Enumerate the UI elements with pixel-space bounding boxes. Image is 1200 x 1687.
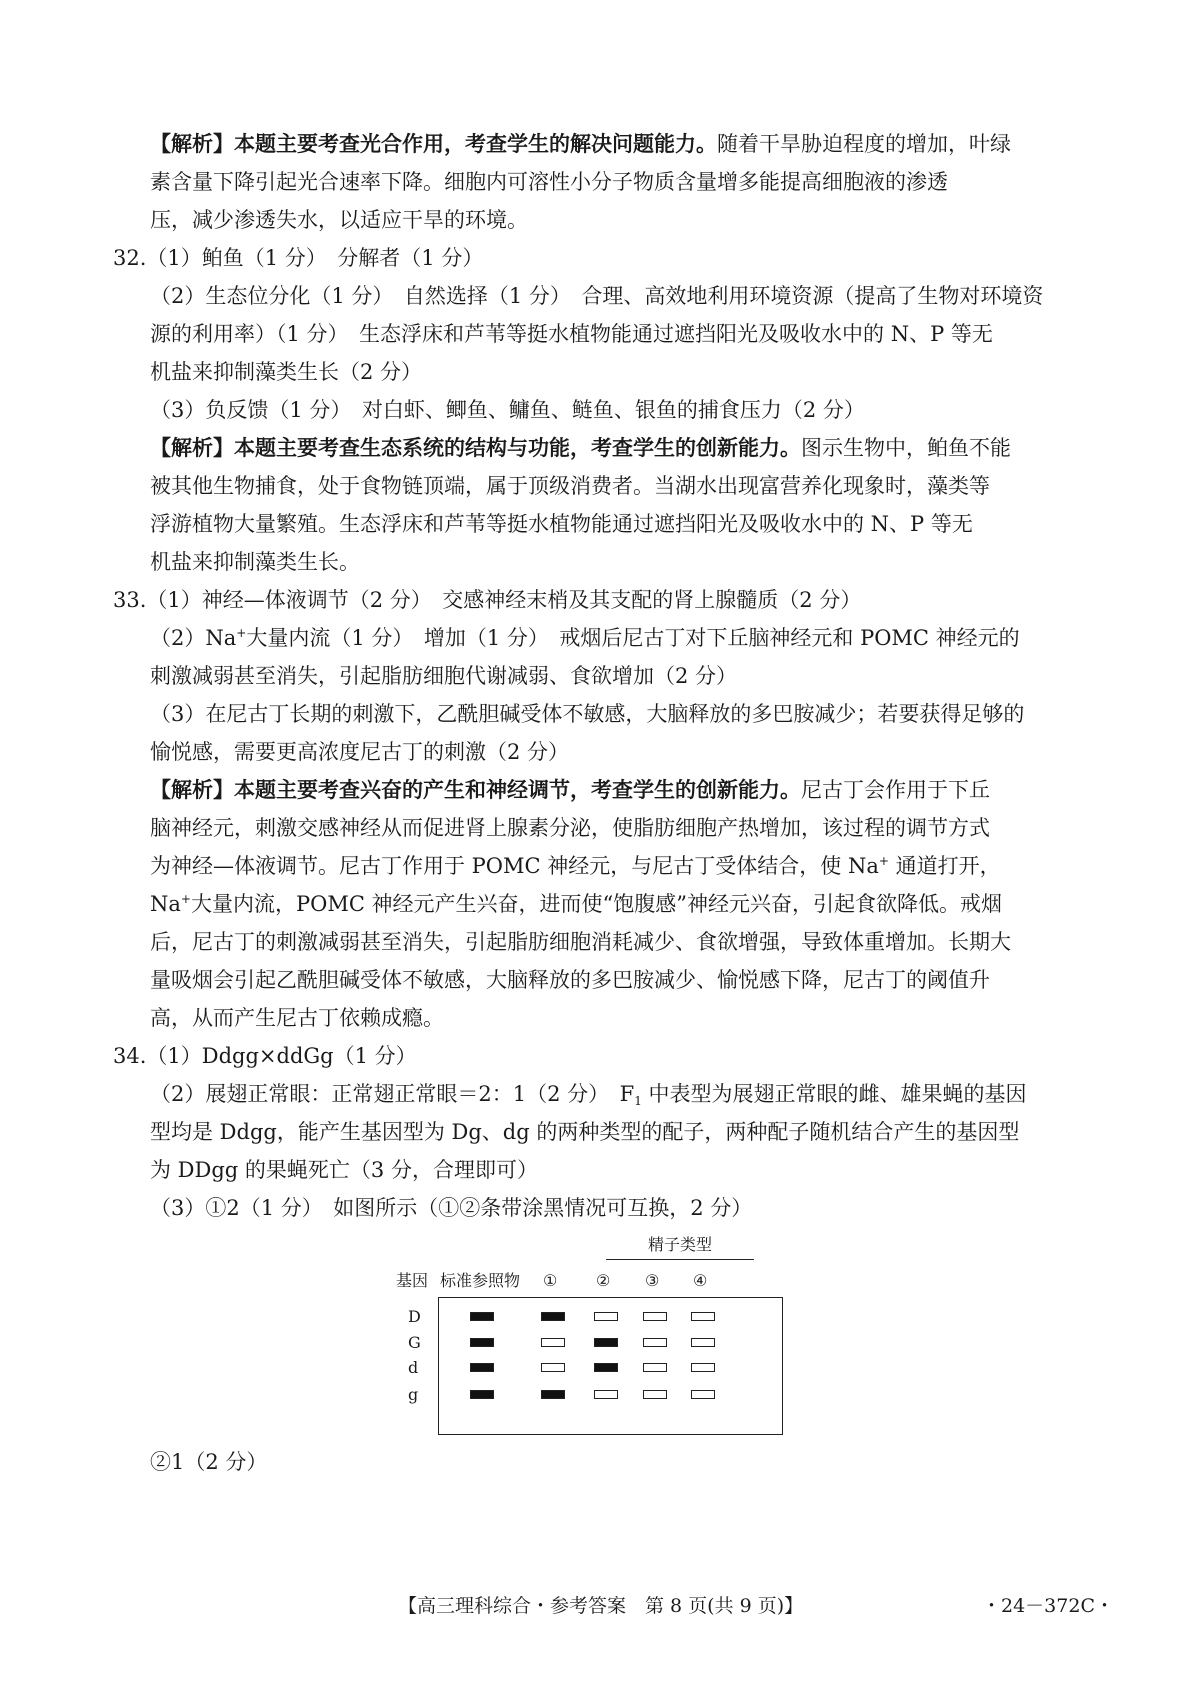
lane-label: ③ (645, 1271, 660, 1290)
q32-answer-line: （2）生态位分化（1 分） 自然选择（1 分） 合理、高效地利用环境资源（提高了生物对环境资 (150, 284, 1044, 308)
band-empty (643, 1338, 667, 1347)
band-empty (541, 1338, 565, 1347)
analysis-33-line: 量吸烟会引起乙酰胆碱受体不敏感，大脑释放的多巴胺减少、愉悦感下降，尼古丁的阈值升 (150, 968, 990, 992)
gene-row-label: G (408, 1333, 421, 1352)
band-empty (691, 1390, 715, 1399)
lane-label: ② (596, 1271, 611, 1290)
analysis-33-line: 后，尼古丁的刺激减弱甚至消失，引起脂肪细胞消耗减少、食欲增强，导致体重增加。长期大 (150, 930, 1011, 954)
q33-answer-line: 刺激减弱甚至消失，引起脂肪细胞代谢减弱、食欲增加（2 分） (150, 664, 738, 688)
analysis-33-line (150, 885, 1100, 923)
q32-answer-line: 机盐来抑制藻类生长（2 分） (150, 360, 423, 384)
q33-answer-line: （3）在尼古丁长期的刺激下，乙酰胆碱受体不敏感，大脑释放的多巴胺减少；若要获得足够的 (150, 702, 1025, 726)
analysis-text: 尼古丁会作用于下丘 (801, 778, 990, 802)
text-span: （2）展翅正常眼：正常翅正常眼＝2：1（2 分） F (150, 1082, 635, 1106)
gene-row-label: D (408, 1307, 421, 1326)
band-empty (643, 1390, 667, 1399)
band-empty (594, 1390, 618, 1399)
analysis-33-line (150, 771, 1100, 809)
band-filled (594, 1363, 618, 1372)
q32-answer-line: （3）负反馈（1 分） 对白虾、鲫鱼、鳙鱼、鲢鱼、银鱼的捕食压力（2 分） (150, 398, 865, 422)
analysis-text: 图示生物中，鲌鱼不能 (801, 436, 1011, 460)
band-filled (470, 1338, 494, 1347)
footer-page-info: 【高三理科综合・参考答案 第 8 页(共 9 页)】 (398, 1595, 804, 1617)
q34-answer-line: 34.（1）Ddgg×ddGg（1 分） (113, 1044, 417, 1068)
electrophoresis-figure (150, 1233, 1100, 1443)
text-span: （2）Na (150, 626, 237, 650)
text-span: Na (150, 892, 181, 916)
band-empty (643, 1363, 667, 1372)
band-empty (691, 1363, 715, 1372)
text-span: 大量内流，POMC 神经元产生兴奋，进而使“饱腹感”神经元兴奋，引起食欲降低。戒烟 (190, 892, 1003, 916)
q32-answer-line: 源的利用率）（1 分） 生态浮床和芦苇等挺水植物能通过遮挡阳光及吸收水中的 N、P 等无 (150, 322, 993, 346)
band-empty (541, 1363, 565, 1372)
text-span: 大量内流（1 分） 增加（1 分） 戒烟后尼古丁对下丘脑神经元和 POMC 神经元的 (246, 626, 1020, 650)
text-span: 中表型为展翅正常眼的雌、雄果蝇的基因 (641, 1082, 1027, 1106)
q34-answer-line: 为 DDgg 的果蝇死亡（3 分，合理即可） (150, 1158, 538, 1182)
analysis-32-line: 机盐来抑制藻类生长。 (150, 550, 360, 574)
q33-answer-line: 愉悦感，需要更高浓度尼古丁的刺激（2 分） (150, 740, 570, 764)
band-empty (643, 1312, 667, 1321)
header-underline (606, 1259, 754, 1260)
band-filled (594, 1338, 618, 1347)
band-empty (691, 1312, 715, 1321)
band-filled (541, 1390, 565, 1399)
band-empty (594, 1312, 618, 1321)
superscript: + (878, 854, 889, 868)
reference-column-label: 标准参照物 (440, 1271, 521, 1290)
analysis-32-line: 被其他生物捕食，处于食物链顶端，属于顶级消费者。当湖水出现富营养化现象时，藻类等 (150, 474, 990, 498)
analysis-heading: 【解析】本题主要考查光合作用，考查学生的解决问题能力。 (150, 131, 717, 156)
band-empty (691, 1338, 715, 1347)
superscript: + (236, 626, 247, 640)
analysis-31-line: 压，减少渗透失水，以适应干旱的环境。 (150, 208, 528, 232)
lane-label: ④ (693, 1271, 708, 1290)
q34-answer-line: （3）①2（1 分） 如图所示（①②条带涂黑情况可互换，2 分） (150, 1196, 753, 1220)
analysis-32-line (150, 429, 1100, 467)
text-span: 为神经—体液调节。尼古丁作用于 POMC 神经元，与尼古丁受体结合，使 Na (150, 854, 879, 878)
q33-answer-line: 33.（1）神经—体液调节（2 分） 交感神经末梢及其支配的肾上腺髓质（2 分） (113, 588, 862, 612)
gene-column-label: 基因 (396, 1271, 429, 1290)
analysis-33-line: 高，从而产生尼古丁依赖成瘾。 (150, 1006, 444, 1030)
analysis-31-line (150, 125, 1100, 163)
analysis-32-line: 浮游植物大量繁殖。生态浮床和芦苇等挺水植物能通过遮挡阳光及吸收水中的 N、P 等无 (150, 512, 973, 536)
analysis-heading: 【解析】本题主要考查兴奋的产生和神经调节，考查学生的创新能力。 (150, 777, 801, 802)
q34-answer-line: ②1（2 分） (150, 1450, 268, 1474)
band-filled (541, 1312, 565, 1321)
analysis-text: 随着干旱胁迫程度的增加，叶绿 (717, 132, 1011, 156)
analysis-33-line: 脑神经元，刺激交感神经从而促进肾上腺素分泌，使脂肪细胞产热增加，该过程的调节方式 (150, 816, 990, 840)
band-filled (470, 1312, 494, 1321)
q34-answer-line (150, 1075, 1100, 1113)
q34-answer-line: 型均是 Ddgg，能产生基因型为 Dg、dg 的两种类型的配子，两种配子随机结合产生的基因型 (150, 1120, 1020, 1144)
q32-answer-line: 32.（1）鲌鱼（1 分） 分解者（1 分） (113, 246, 484, 270)
band-filled (470, 1363, 494, 1372)
band-filled (470, 1390, 494, 1399)
sperm-types-header: 精子类型 (647, 1235, 712, 1254)
footer-code: ・24－372C・ (982, 1595, 1114, 1617)
q33-answer-line (150, 619, 1100, 657)
text-span: 通道打开， (888, 854, 1001, 878)
gene-row-label: d (408, 1358, 419, 1377)
subscript: 1 (634, 1094, 642, 1108)
answer-content (113, 125, 1100, 1481)
gene-row-label: g (408, 1385, 419, 1404)
superscript: + (180, 892, 191, 906)
analysis-33-line (150, 847, 1100, 885)
analysis-heading: 【解析】本题主要考查生态系统的结构与功能，考查学生的创新能力。 (150, 435, 801, 460)
analysis-31-line: 素含量下降引起光合速率下降。细胞内可溶性小分子物质含量增多能提高细胞液的渗透 (150, 170, 948, 194)
lane-label: ① (543, 1271, 558, 1290)
